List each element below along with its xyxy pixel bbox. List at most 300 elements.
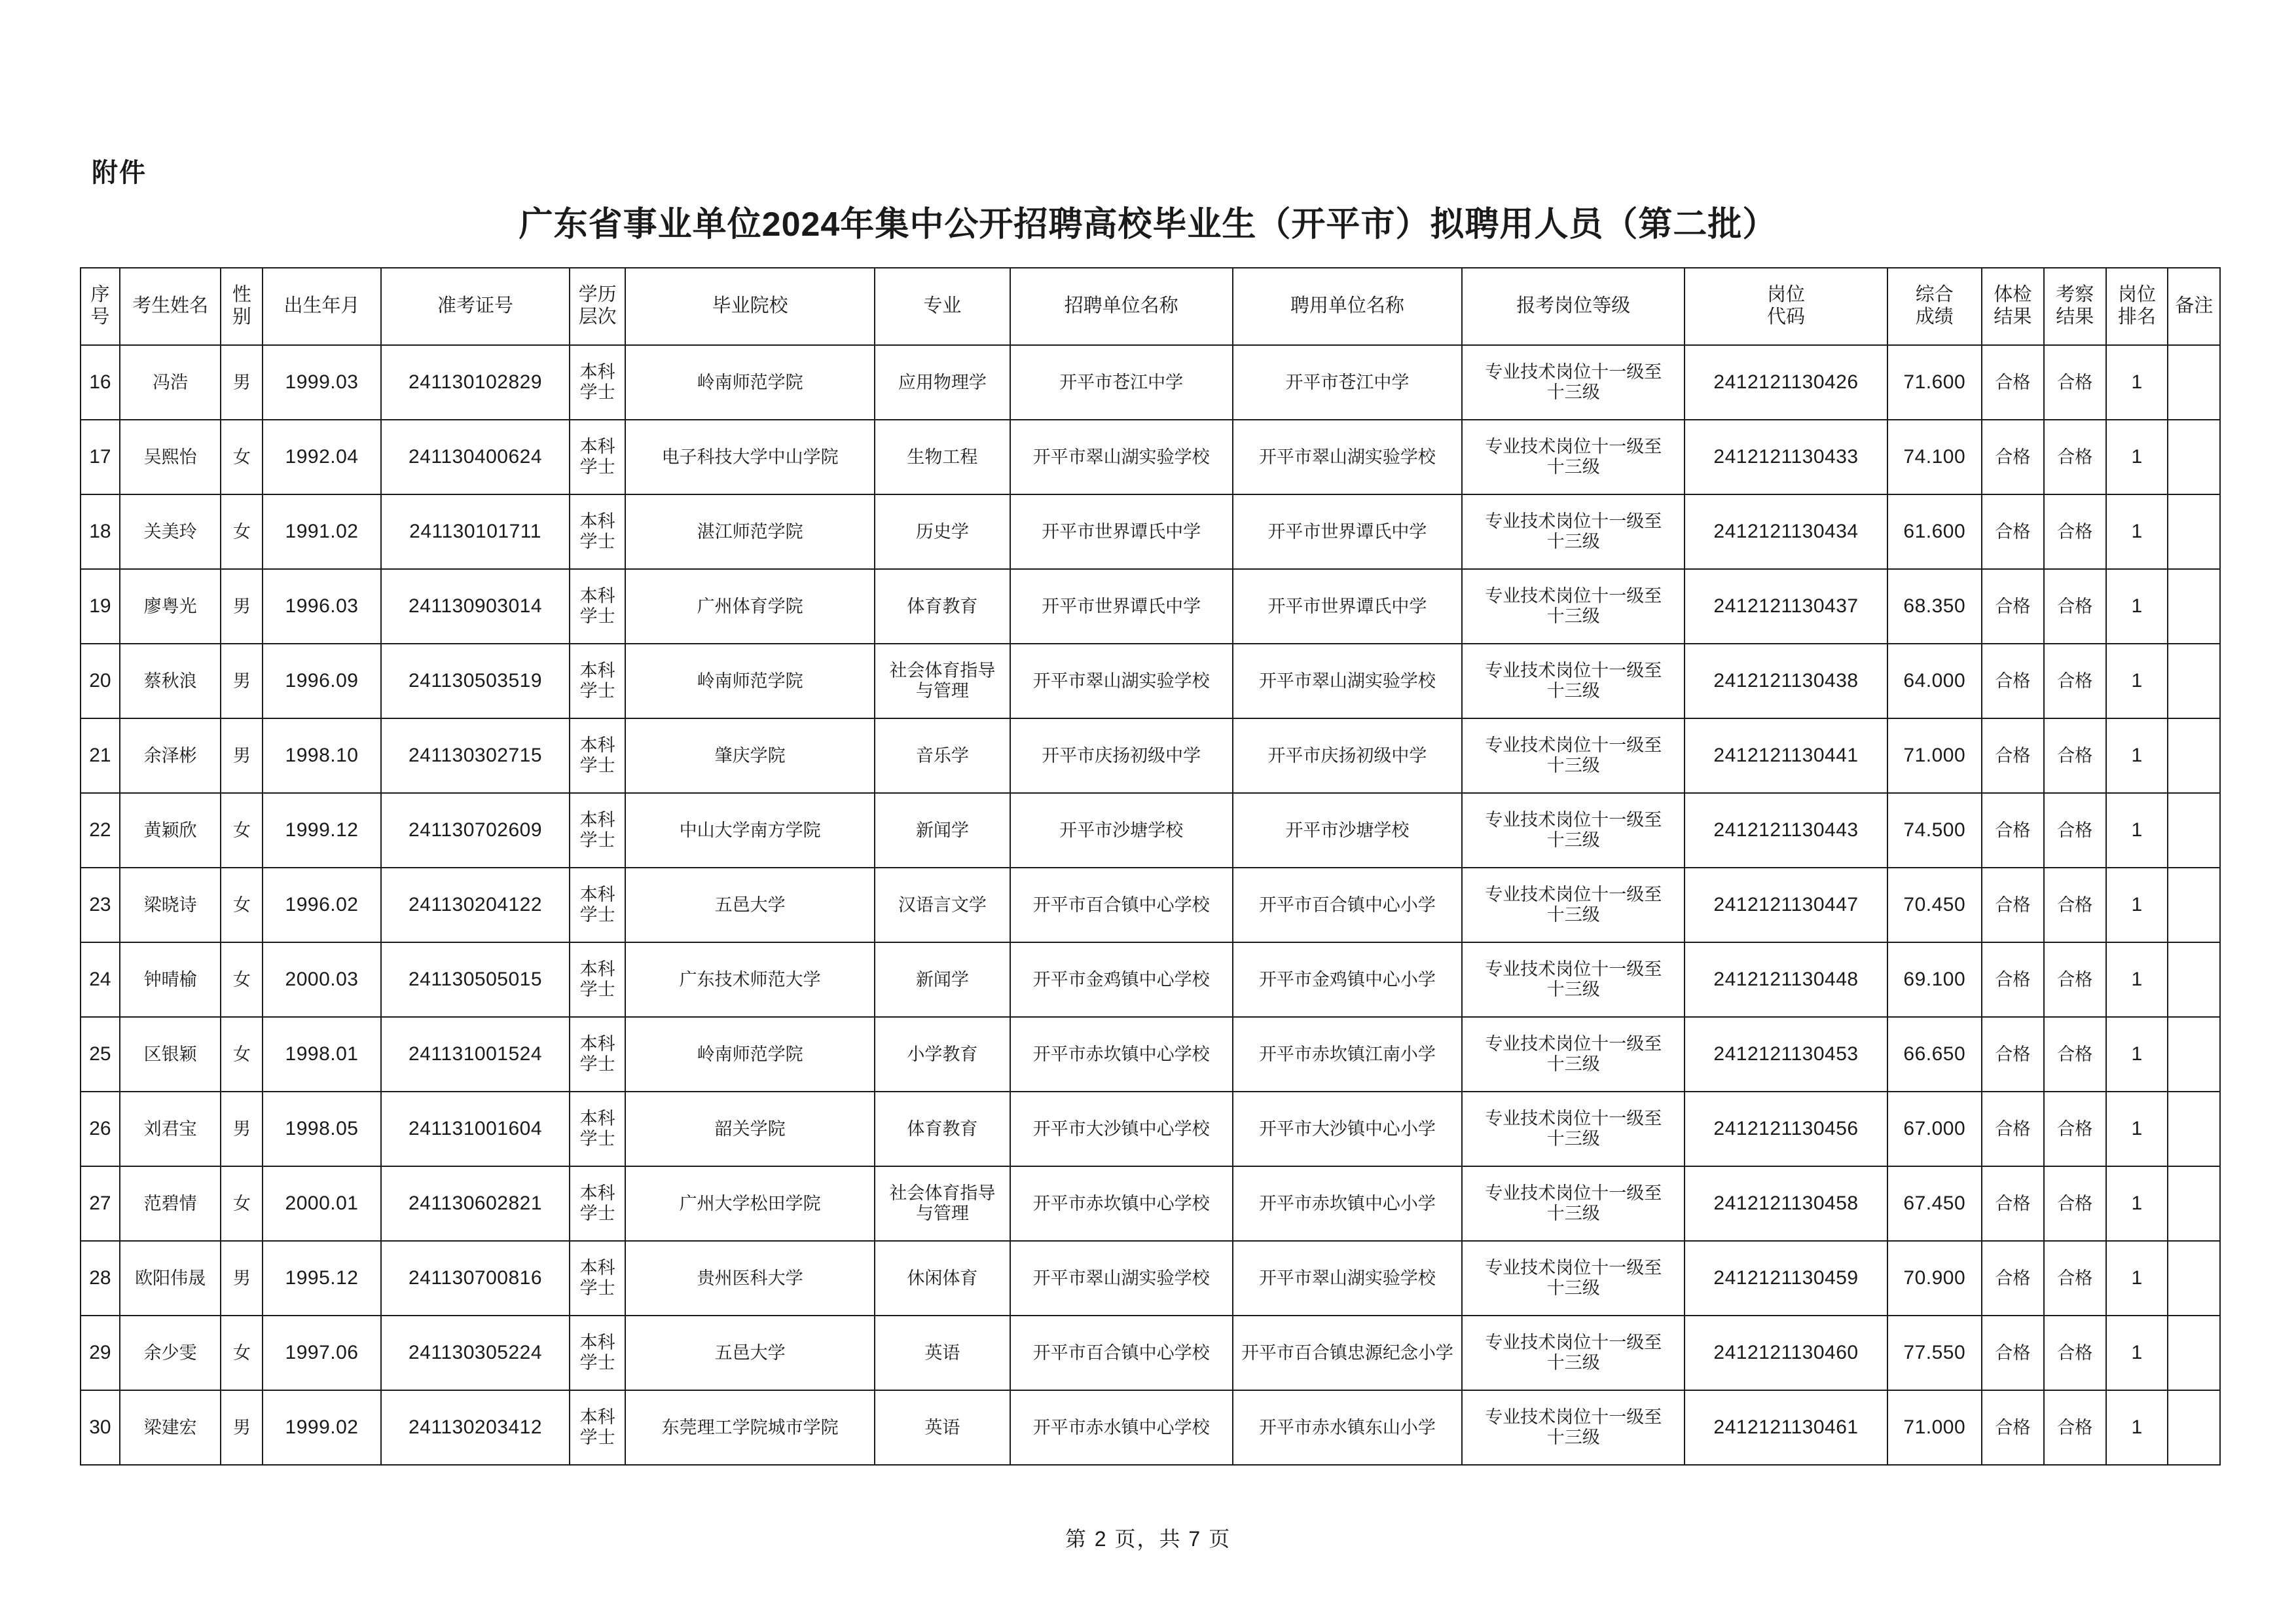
- cell-major: 生物工程: [875, 420, 1010, 494]
- cell-degree: [570, 494, 625, 569]
- cell-sex: 女: [221, 942, 263, 1017]
- cell-seq: 22: [81, 793, 120, 868]
- cell-degree: [570, 868, 625, 942]
- cell-dob: 2000.03: [263, 942, 380, 1017]
- cell-inspect: 合格: [2044, 1092, 2106, 1166]
- column-header-school: 毕业院校: [625, 268, 875, 345]
- cell-ticket: 241130102829: [381, 345, 570, 420]
- cell-rank: 1: [2106, 1390, 2168, 1465]
- cell-rank: 1: [2106, 569, 2168, 644]
- cell-rank: 1: [2106, 644, 2168, 718]
- cell-remark: [2168, 569, 2220, 644]
- cell-post-level-line2: 十三级: [1546, 532, 1600, 551]
- cell-name: 廖粤光: [120, 569, 221, 644]
- cell-ticket: 241131001604: [381, 1092, 570, 1166]
- cell-health: 合格: [1982, 569, 2044, 644]
- cell-inspect: 合格: [2044, 494, 2106, 569]
- cell-dob: 1995.12: [263, 1241, 380, 1316]
- cell-post-code: 2412121130434: [1685, 494, 1887, 569]
- cell-sex: 男: [221, 644, 263, 718]
- column-header-remark: 备注: [2168, 268, 2220, 345]
- cell-major: [875, 1166, 1010, 1241]
- cell-post-level-line1: 专业技术岗位十一级至: [1485, 959, 1662, 979]
- cell-post-level-line2: 十三级: [1546, 1204, 1600, 1223]
- cell-remark: [2168, 942, 2220, 1017]
- cell-name: 冯浩: [120, 345, 221, 420]
- cell-score: 69.100: [1887, 942, 1982, 1017]
- header-sex-line2: 别: [232, 306, 251, 327]
- cell-post-level-line2: 十三级: [1546, 1428, 1600, 1447]
- cell-major: [875, 644, 1010, 718]
- cell-dob: 1999.03: [263, 345, 380, 420]
- cell-degree-line2: 学士: [579, 905, 615, 925]
- cell-degree-line2: 学士: [579, 606, 615, 626]
- page-title: 广东省事业单位2024年集中公开招聘高校毕业生（开平市）拟聘用人员（第二批）: [519, 206, 1777, 244]
- cell-score: 61.600: [1887, 494, 1982, 569]
- header-inspect-line2: 结果: [2056, 306, 2094, 327]
- cell-dob: 2000.01: [263, 1166, 380, 1241]
- cell-post-code: 2412121130437: [1685, 569, 1887, 644]
- cell-school: 广东技术师范大学: [625, 942, 875, 1017]
- cell-post-code: 2412121130456: [1685, 1092, 1887, 1166]
- cell-school: 岭南师范学院: [625, 644, 875, 718]
- cell-sex: 女: [221, 1017, 263, 1092]
- cell-recruit-unit: 开平市翠山湖实验学校: [1010, 644, 1233, 718]
- cell-degree-line1: 本科: [579, 1183, 615, 1203]
- cell-recruit-unit: 开平市赤坎镇中心学校: [1010, 1017, 1233, 1092]
- cell-employ-unit: 开平市世界谭氏中学: [1233, 494, 1463, 569]
- cell-recruit-unit: 开平市翠山湖实验学校: [1010, 1241, 1233, 1316]
- cell-degree-line1: 本科: [579, 959, 615, 979]
- header-seq-line2: 号: [90, 306, 110, 327]
- column-header-score: [1887, 268, 1982, 345]
- cell-sex: 男: [221, 1241, 263, 1316]
- cell-rank: 1: [2106, 1017, 2168, 1092]
- cell-school: 五邑大学: [625, 1316, 875, 1390]
- cell-degree-line1: 本科: [579, 361, 615, 382]
- cell-name: 区银颖: [120, 1017, 221, 1092]
- cell-sex: 女: [221, 1166, 263, 1241]
- cell-degree-line2: 学士: [579, 681, 615, 701]
- cell-employ-unit: 开平市庆扬初级中学: [1233, 718, 1463, 793]
- cell-degree-line1: 本科: [579, 1332, 615, 1352]
- cell-post-level-line2: 十三级: [1546, 905, 1600, 925]
- cell-post-level-line2: 十三级: [1546, 1054, 1600, 1074]
- table-row: [81, 1316, 2220, 1390]
- cell-post-level: [1462, 1017, 1685, 1092]
- cell-rank: 1: [2106, 420, 2168, 494]
- table-row: [81, 345, 2220, 420]
- cell-major: 小学教育: [875, 1017, 1010, 1092]
- table-row: [81, 569, 2220, 644]
- cell-sex: 男: [221, 569, 263, 644]
- cell-health: 合格: [1982, 1241, 2044, 1316]
- cell-health: 合格: [1982, 1017, 2044, 1092]
- cell-post-level: [1462, 420, 1685, 494]
- cell-score: 70.900: [1887, 1241, 1982, 1316]
- cell-degree: [570, 1316, 625, 1390]
- cell-post-level: [1462, 718, 1685, 793]
- cell-major: 历史学: [875, 494, 1010, 569]
- cell-score: 71.600: [1887, 345, 1982, 420]
- cell-degree-line2: 学士: [579, 1278, 615, 1298]
- cell-inspect: 合格: [2044, 345, 2106, 420]
- cell-ticket: 241130204122: [381, 868, 570, 942]
- cell-rank: 1: [2106, 1092, 2168, 1166]
- cell-degree: [570, 569, 625, 644]
- cell-post-code: 2412121130447: [1685, 868, 1887, 942]
- cell-degree-line1: 本科: [579, 585, 615, 606]
- cell-score: 67.000: [1887, 1092, 1982, 1166]
- cell-health: 合格: [1982, 345, 2044, 420]
- cell-remark: [2168, 1017, 2220, 1092]
- cell-post-code: 2412121130448: [1685, 942, 1887, 1017]
- cell-name: 余少雯: [120, 1316, 221, 1390]
- cell-seq: 27: [81, 1166, 120, 1241]
- cell-school: 中山大学南方学院: [625, 793, 875, 868]
- cell-degree-line2: 学士: [579, 756, 615, 775]
- cell-degree: [570, 1241, 625, 1316]
- cell-health: 合格: [1982, 420, 2044, 494]
- cell-post-code: 2412121130458: [1685, 1166, 1887, 1241]
- cell-inspect: 合格: [2044, 868, 2106, 942]
- table-header: [81, 268, 2220, 345]
- cell-employ-unit: 开平市赤坎镇中心小学: [1233, 1166, 1463, 1241]
- header-score-line1: 综合: [1915, 284, 1954, 305]
- cell-degree: [570, 793, 625, 868]
- column-header-post-level: 报考岗位等级: [1462, 268, 1685, 345]
- cell-post-level: [1462, 942, 1685, 1017]
- header-sex-line1: 性: [232, 284, 251, 305]
- cell-seq: 26: [81, 1092, 120, 1166]
- cell-degree-line2: 学士: [579, 457, 615, 477]
- cell-ticket: 241130302715: [381, 718, 570, 793]
- cell-recruit-unit: 开平市沙塘学校: [1010, 793, 1233, 868]
- cell-post-level-line1: 专业技术岗位十一级至: [1485, 735, 1662, 755]
- cell-school: 韶关学院: [625, 1092, 875, 1166]
- cell-school: 岭南师范学院: [625, 345, 875, 420]
- cell-post-level-line2: 十三级: [1546, 457, 1600, 477]
- cell-inspect: 合格: [2044, 420, 2106, 494]
- cell-ticket: 241130702609: [381, 793, 570, 868]
- cell-seq: 20: [81, 644, 120, 718]
- cell-post-code: 2412121130460: [1685, 1316, 1887, 1390]
- cell-remark: [2168, 644, 2220, 718]
- cell-school: 电子科技大学中山学院: [625, 420, 875, 494]
- cell-dob: 1996.02: [263, 868, 380, 942]
- cell-major: 新闻学: [875, 942, 1010, 1017]
- cell-post-level-line1: 专业技术岗位十一级至: [1485, 585, 1662, 606]
- column-header-ticket: 准考证号: [381, 268, 570, 345]
- cell-degree-line1: 本科: [579, 1257, 615, 1278]
- column-header-post-code: [1685, 268, 1887, 345]
- cell-dob: 1999.12: [263, 793, 380, 868]
- cell-post-level-line1: 专业技术岗位十一级至: [1485, 511, 1662, 531]
- cell-degree-line1: 本科: [579, 1108, 615, 1128]
- cell-school: 东莞理工学院城市学院: [625, 1390, 875, 1465]
- header-degree-line1: 学历: [578, 284, 617, 305]
- cell-employ-unit: 开平市翠山湖实验学校: [1233, 644, 1463, 718]
- cell-inspect: 合格: [2044, 569, 2106, 644]
- cell-rank: 1: [2106, 1316, 2168, 1390]
- cell-post-level: [1462, 345, 1685, 420]
- cell-major-line1: 社会体育指导: [889, 1183, 996, 1203]
- cell-post-level-line1: 专业技术岗位十一级至: [1485, 436, 1662, 456]
- cell-score: 68.350: [1887, 569, 1982, 644]
- cell-inspect: 合格: [2044, 1166, 2106, 1241]
- cell-post-level: [1462, 644, 1685, 718]
- cell-post-level-line1: 专业技术岗位十一级至: [1485, 660, 1662, 680]
- cell-remark: [2168, 1092, 2220, 1166]
- column-header-recruit-unit: 招聘单位名称: [1010, 268, 1233, 345]
- cell-rank: 1: [2106, 868, 2168, 942]
- cell-post-level-line1: 专业技术岗位十一级至: [1485, 1033, 1662, 1054]
- cell-health: 合格: [1982, 718, 2044, 793]
- cell-remark: [2168, 420, 2220, 494]
- cell-degree: [570, 718, 625, 793]
- cell-post-level-line2: 十三级: [1546, 382, 1600, 402]
- cell-health: 合格: [1982, 868, 2044, 942]
- cell-health: 合格: [1982, 942, 2044, 1017]
- cell-health: 合格: [1982, 644, 2044, 718]
- cell-employ-unit: 开平市翠山湖实验学校: [1233, 420, 1463, 494]
- personnel-table: [80, 267, 2221, 1466]
- cell-remark: [2168, 494, 2220, 569]
- cell-employ-unit: 开平市百合镇中心小学: [1233, 868, 1463, 942]
- cell-seq: 16: [81, 345, 120, 420]
- header-health-line2: 结果: [1994, 306, 2032, 327]
- cell-inspect: 合格: [2044, 1241, 2106, 1316]
- cell-sex: 女: [221, 1316, 263, 1390]
- cell-post-level-line1: 专业技术岗位十一级至: [1485, 1332, 1662, 1352]
- cell-remark: [2168, 718, 2220, 793]
- cell-degree: [570, 1017, 625, 1092]
- cell-recruit-unit: 开平市苍江中学: [1010, 345, 1233, 420]
- cell-health: 合格: [1982, 1316, 2044, 1390]
- cell-major-line2: 与管理: [915, 681, 969, 701]
- cell-name: 关美玲: [120, 494, 221, 569]
- cell-remark: [2168, 1166, 2220, 1241]
- cell-school: 广州体育学院: [625, 569, 875, 644]
- cell-dob: 1998.01: [263, 1017, 380, 1092]
- cell-degree: [570, 1166, 625, 1241]
- cell-major: 汉语言文学: [875, 868, 1010, 942]
- cell-employ-unit: 开平市世界谭氏中学: [1233, 569, 1463, 644]
- cell-inspect: 合格: [2044, 1316, 2106, 1390]
- cell-post-level: [1462, 868, 1685, 942]
- cell-health: 合格: [1982, 1166, 2044, 1241]
- column-header-seq: [81, 268, 120, 345]
- cell-post-level-line1: 专业技术岗位十一级至: [1485, 1257, 1662, 1278]
- cell-major: 英语: [875, 1390, 1010, 1465]
- cell-score: 74.500: [1887, 793, 1982, 868]
- header-postcode-line1: 岗位: [1767, 284, 1806, 305]
- cell-post-code: 2412121130441: [1685, 718, 1887, 793]
- cell-major-line1: 社会体育指导: [889, 660, 996, 680]
- cell-post-level: [1462, 1390, 1685, 1465]
- cell-name: 钟晴榆: [120, 942, 221, 1017]
- cell-rank: 1: [2106, 1241, 2168, 1316]
- cell-health: 合格: [1982, 494, 2044, 569]
- column-header-health: [1982, 268, 2044, 345]
- cell-dob: 1998.05: [263, 1092, 380, 1166]
- cell-health: 合格: [1982, 1390, 2044, 1465]
- cell-degree-line2: 学士: [579, 1129, 615, 1149]
- header-rank-line1: 岗位: [2118, 284, 2157, 305]
- cell-sex: 女: [221, 494, 263, 569]
- cell-post-level-line2: 十三级: [1546, 1353, 1600, 1373]
- cell-inspect: 合格: [2044, 644, 2106, 718]
- cell-score: 77.550: [1887, 1316, 1982, 1390]
- cell-ticket: 241130602821: [381, 1166, 570, 1241]
- cell-degree-line1: 本科: [579, 660, 615, 680]
- column-header-employ-unit: 聘用单位名称: [1233, 268, 1463, 345]
- cell-post-level-line2: 十三级: [1546, 1278, 1600, 1298]
- cell-degree: [570, 644, 625, 718]
- cell-remark: [2168, 1390, 2220, 1465]
- cell-ticket: 241131001524: [381, 1017, 570, 1092]
- cell-post-level-line2: 十三级: [1546, 756, 1600, 775]
- cell-inspect: 合格: [2044, 942, 2106, 1017]
- cell-rank: 1: [2106, 718, 2168, 793]
- cell-employ-unit: 开平市金鸡镇中心小学: [1233, 942, 1463, 1017]
- cell-score: 71.000: [1887, 1390, 1982, 1465]
- cell-degree-line2: 学士: [579, 980, 615, 999]
- column-header-major: 专业: [875, 268, 1010, 345]
- table-row: [81, 1390, 2220, 1465]
- cell-school: 肇庆学院: [625, 718, 875, 793]
- cell-degree: [570, 420, 625, 494]
- cell-recruit-unit: 开平市庆扬初级中学: [1010, 718, 1233, 793]
- column-header-dob: 出生年月: [263, 268, 380, 345]
- table-row: [81, 718, 2220, 793]
- cell-degree-line2: 学士: [579, 830, 615, 850]
- cell-major: 新闻学: [875, 793, 1010, 868]
- cell-inspect: 合格: [2044, 793, 2106, 868]
- cell-sex: 男: [221, 1390, 263, 1465]
- cell-post-code: 2412121130453: [1685, 1017, 1887, 1092]
- cell-degree-line2: 学士: [579, 1353, 615, 1373]
- cell-employ-unit: 开平市沙塘学校: [1233, 793, 1463, 868]
- cell-score: 66.650: [1887, 1017, 1982, 1092]
- header-score-line2: 成绩: [1915, 306, 1954, 327]
- table-row: [81, 494, 2220, 569]
- cell-employ-unit: 开平市赤坎镇江南小学: [1233, 1017, 1463, 1092]
- cell-degree: [570, 1390, 625, 1465]
- cell-degree-line2: 学士: [579, 532, 615, 551]
- cell-ticket: 241130101711: [381, 494, 570, 569]
- cell-dob: 1992.04: [263, 420, 380, 494]
- cell-remark: [2168, 345, 2220, 420]
- cell-post-level-line1: 专业技术岗位十一级至: [1485, 809, 1662, 830]
- cell-sex: 男: [221, 718, 263, 793]
- cell-seq: 28: [81, 1241, 120, 1316]
- cell-degree-line2: 学士: [579, 1054, 615, 1074]
- cell-ticket: 241130400624: [381, 420, 570, 494]
- cell-rank: 1: [2106, 942, 2168, 1017]
- cell-degree-line2: 学士: [579, 1204, 615, 1223]
- cell-name: 梁晓诗: [120, 868, 221, 942]
- cell-recruit-unit: 开平市百合镇中心学校: [1010, 868, 1233, 942]
- cell-seq: 25: [81, 1017, 120, 1092]
- cell-rank: 1: [2106, 793, 2168, 868]
- personnel-table-container: [80, 267, 2221, 1466]
- cell-recruit-unit: 开平市世界谭氏中学: [1010, 494, 1233, 569]
- cell-employ-unit: 开平市翠山湖实验学校: [1233, 1241, 1463, 1316]
- cell-seq: 24: [81, 942, 120, 1017]
- cell-recruit-unit: 开平市百合镇中心学校: [1010, 1316, 1233, 1390]
- cell-rank: 1: [2106, 494, 2168, 569]
- header-postcode-line2: 代码: [1767, 306, 1806, 327]
- cell-name: 黄颖欣: [120, 793, 221, 868]
- table-row: [81, 868, 2220, 942]
- cell-major: 体育教育: [875, 1092, 1010, 1166]
- cell-recruit-unit: 开平市世界谭氏中学: [1010, 569, 1233, 644]
- cell-major: 音乐学: [875, 718, 1010, 793]
- table-row: [81, 420, 2220, 494]
- cell-health: 合格: [1982, 1092, 2044, 1166]
- cell-employ-unit: 开平市苍江中学: [1233, 345, 1463, 420]
- cell-post-level: [1462, 494, 1685, 569]
- cell-score: 71.000: [1887, 718, 1982, 793]
- cell-seq: 18: [81, 494, 120, 569]
- cell-recruit-unit: 开平市金鸡镇中心学校: [1010, 942, 1233, 1017]
- cell-name: 余泽彬: [120, 718, 221, 793]
- cell-health: 合格: [1982, 793, 2044, 868]
- attachment-label: 附件: [92, 158, 147, 187]
- table-body: [81, 345, 2220, 1465]
- cell-score: 74.100: [1887, 420, 1982, 494]
- cell-inspect: 合格: [2044, 1390, 2106, 1465]
- table-row: [81, 1092, 2220, 1166]
- column-header-rank: [2106, 268, 2168, 345]
- cell-employ-unit: 开平市百合镇忠源纪念小学: [1233, 1316, 1463, 1390]
- cell-score: 64.000: [1887, 644, 1982, 718]
- header-seq-line1: 序: [90, 284, 110, 305]
- header-health-line1: 体检: [1994, 284, 2032, 305]
- cell-sex: 女: [221, 868, 263, 942]
- cell-degree: [570, 345, 625, 420]
- cell-name: 蔡秋浪: [120, 644, 221, 718]
- cell-post-code: 2412121130426: [1685, 345, 1887, 420]
- cell-recruit-unit: 开平市赤水镇中心学校: [1010, 1390, 1233, 1465]
- cell-ticket: 241130903014: [381, 569, 570, 644]
- cell-name: 刘君宝: [120, 1092, 221, 1166]
- cell-school: 湛江师范学院: [625, 494, 875, 569]
- cell-inspect: 合格: [2044, 1017, 2106, 1092]
- cell-post-level-line2: 十三级: [1546, 1129, 1600, 1149]
- column-header-degree: [570, 268, 625, 345]
- cell-post-level-line2: 十三级: [1546, 681, 1600, 701]
- cell-school: 贵州医科大学: [625, 1241, 875, 1316]
- cell-seq: 21: [81, 718, 120, 793]
- cell-degree-line1: 本科: [579, 809, 615, 830]
- cell-post-level-line1: 专业技术岗位十一级至: [1485, 1183, 1662, 1203]
- cell-recruit-unit: 开平市赤坎镇中心学校: [1010, 1166, 1233, 1241]
- cell-remark: [2168, 868, 2220, 942]
- cell-post-level: [1462, 1092, 1685, 1166]
- cell-degree-line1: 本科: [579, 1407, 615, 1427]
- column-header-sex: [221, 268, 263, 345]
- cell-degree: [570, 1092, 625, 1166]
- cell-degree-line1: 本科: [579, 1033, 615, 1054]
- cell-dob: 1997.06: [263, 1316, 380, 1390]
- cell-name: 梁建宏: [120, 1390, 221, 1465]
- cell-remark: [2168, 1316, 2220, 1390]
- cell-post-level: [1462, 569, 1685, 644]
- cell-score: 67.450: [1887, 1166, 1982, 1241]
- cell-ticket: 241130503519: [381, 644, 570, 718]
